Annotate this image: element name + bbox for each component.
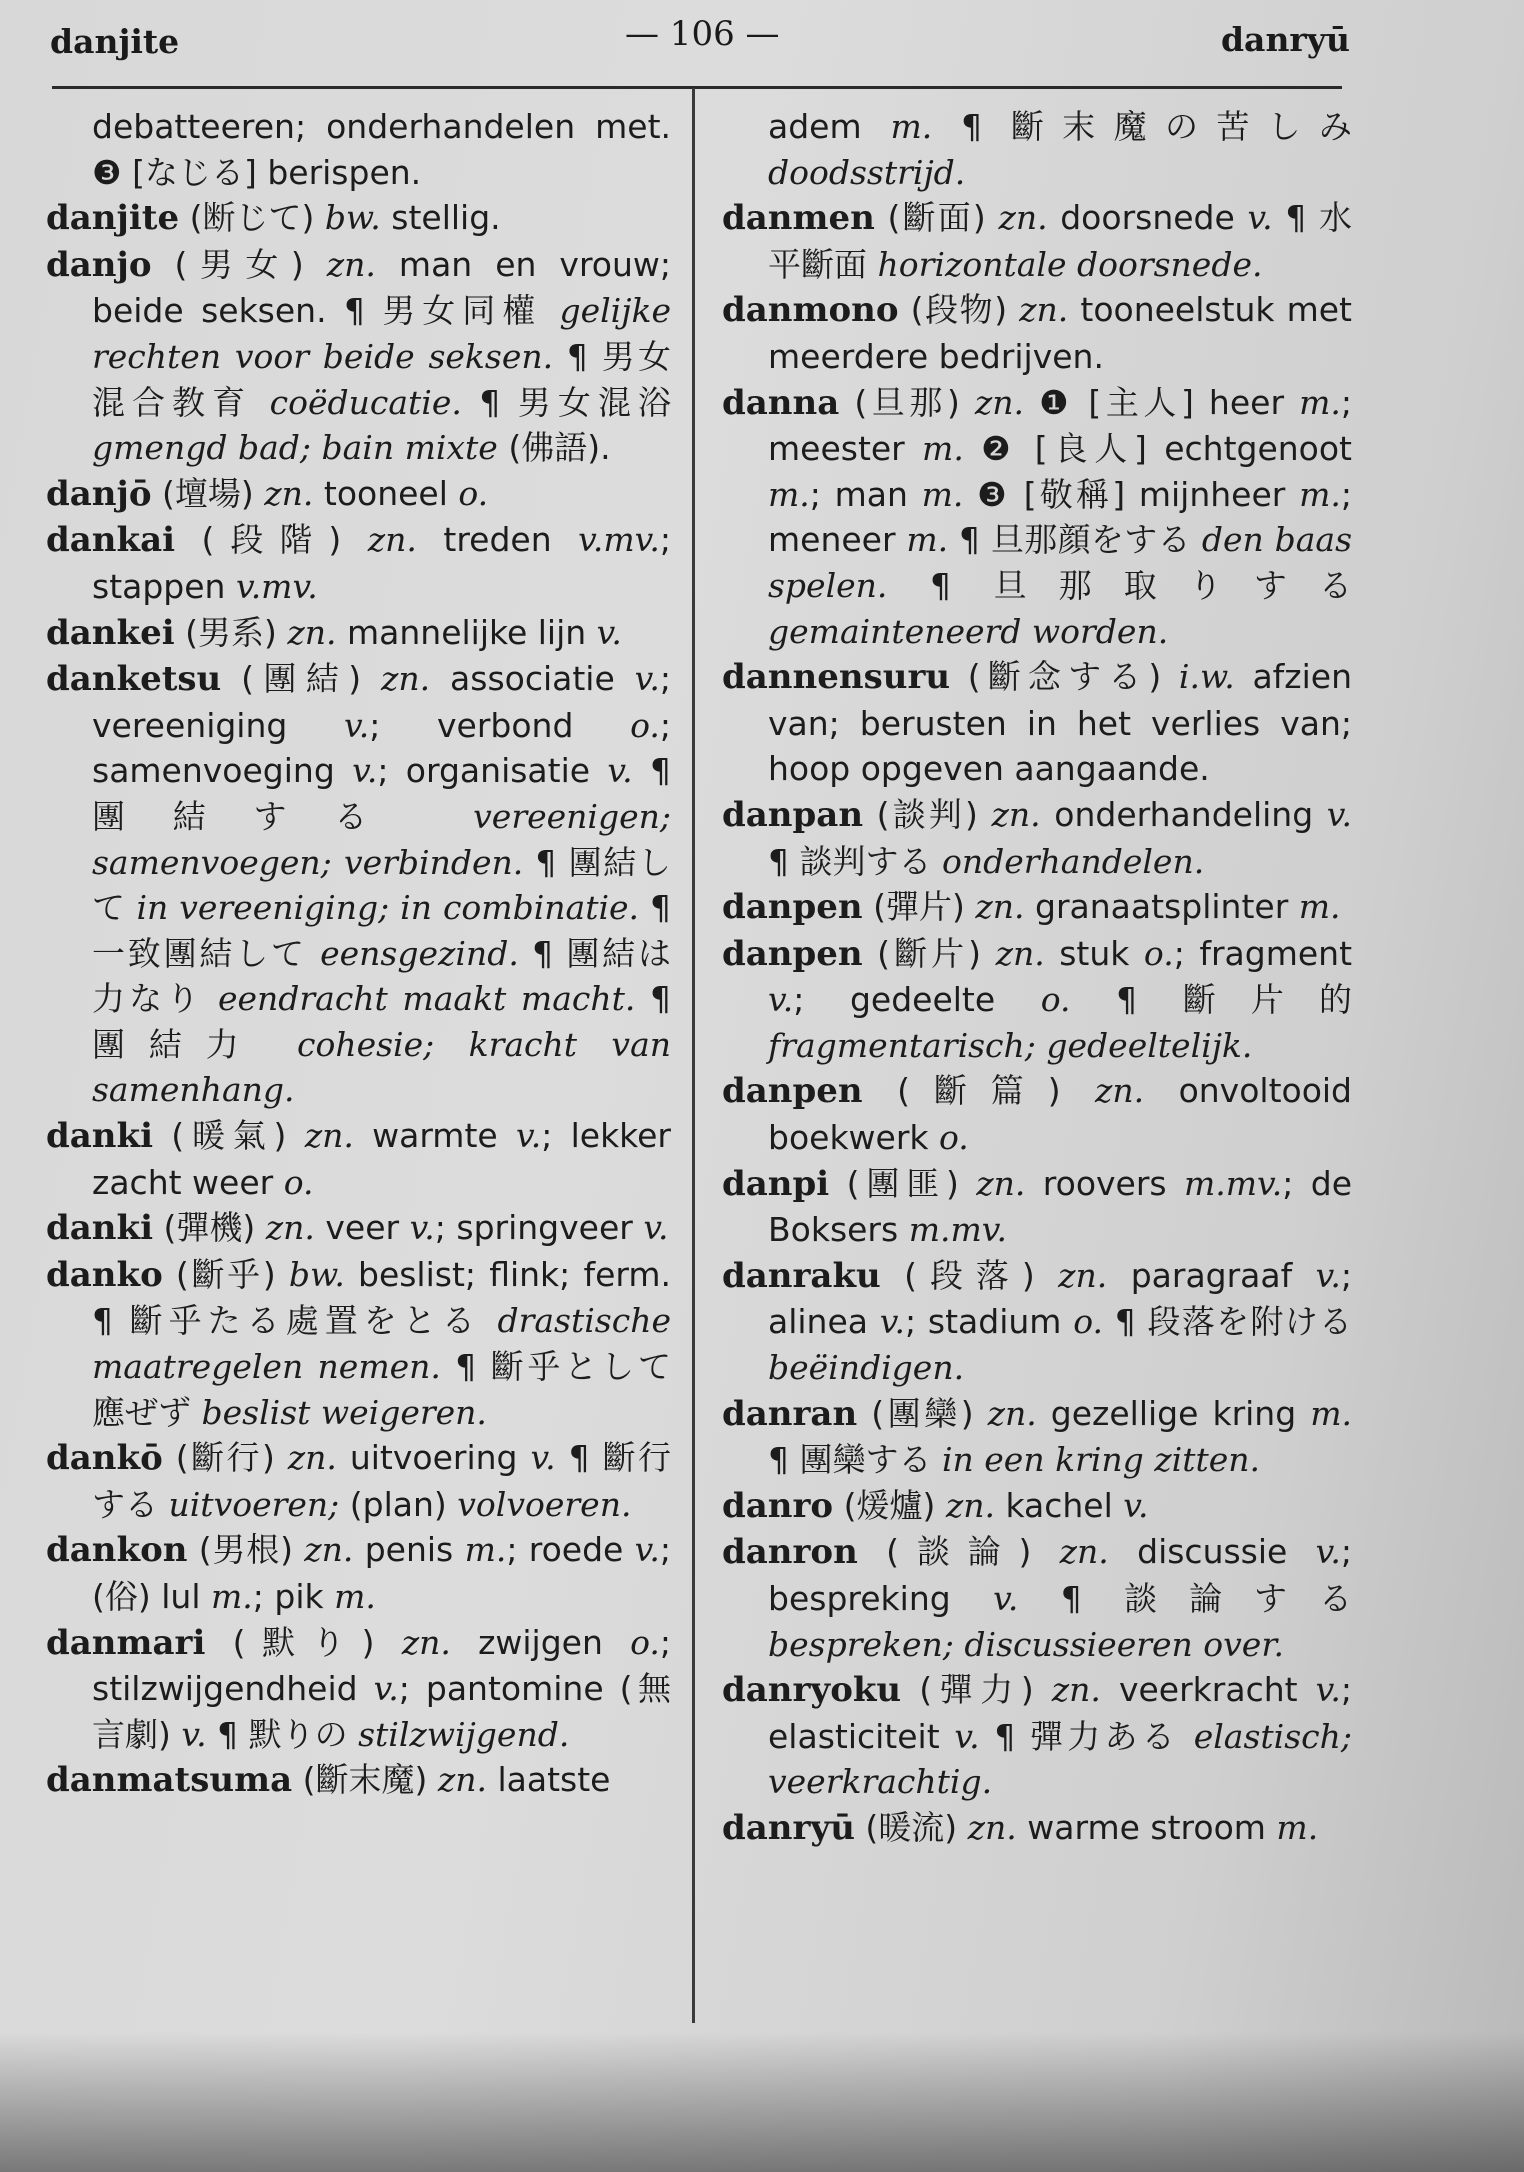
entry-italic-text: i.w. [1178, 657, 1235, 697]
entry-italic-text: v. [607, 751, 633, 791]
entry-text: (斷片) [862, 933, 996, 973]
entry-italic-text: v. [1247, 198, 1273, 238]
entry-text: ¶ 談論する [1018, 1579, 1352, 1618]
entry-italic-text: v.mv. [235, 566, 318, 606]
entry-text: beslist; flink; ferm. ¶ 斷乎たる處置をとる [92, 1254, 671, 1341]
entry-text: ¶ 一致團結して [92, 888, 671, 973]
page-number: — 106 — [625, 14, 780, 54]
entry-text: (彈力) [901, 1670, 1052, 1710]
entry-text: laatste [486, 1760, 611, 1800]
entry-italic-text: beëindigen. [768, 1348, 965, 1388]
entry-text: man en vrouw; beide seksen. ¶ 男女同權 [92, 244, 671, 331]
entry-text: ¶ 旦那顔をする [948, 520, 1202, 560]
dictionary-entry [46, 517, 671, 609]
entry-text: uitvoering [336, 1438, 531, 1478]
entry-italic-text: zn. [304, 1116, 354, 1156]
entry-text: ; springveer [434, 1208, 644, 1248]
entry-headword: dankai [46, 520, 176, 561]
entry-italic-text: v. [1315, 1670, 1341, 1710]
entry-italic-text: eendracht maakt macht. [217, 979, 636, 1019]
entry-text: ; roede [506, 1530, 635, 1570]
entry-italic-text: eensgezind. [320, 933, 519, 973]
entry-text: ; stappen [92, 520, 671, 606]
running-header [50, 8, 1350, 72]
entry-italic-text: zn. [974, 382, 1025, 422]
entry-headword: danmono [722, 290, 899, 331]
entry-text: granaatsplinter [1024, 887, 1299, 927]
entry-italic-text: in een kring zitten. [941, 1440, 1261, 1480]
entry-text: (斷乎) [162, 1254, 289, 1294]
entry-italic-text: o. [1143, 933, 1174, 973]
entry-headword: danmari [46, 1622, 206, 1663]
entry-text: ¶ 斷行する [92, 1438, 671, 1524]
header-rule [52, 86, 1342, 89]
entry-headword: danpen [722, 1071, 863, 1112]
entry-headword: danraku [722, 1255, 881, 1296]
entry-text: ; alinea [768, 1255, 1353, 1342]
dictionary-entry [722, 1253, 1352, 1391]
entry-headword: danna [722, 382, 840, 423]
entry-italic-text: zn. [1059, 1532, 1109, 1572]
dictionary-entry [46, 1205, 671, 1252]
entry-text: ¶ 斷片的 [1070, 980, 1352, 1020]
entry-text: ; fragment [1173, 933, 1353, 973]
entry-italic-text: v. [515, 1116, 542, 1156]
entry-text: ¶ 團結する [92, 751, 671, 836]
entry-text: ; lekker zacht weer [92, 1116, 671, 1202]
entry-italic-text: v. [1326, 794, 1352, 834]
entry-text: ¶ 彈力ある [979, 1716, 1194, 1756]
entry-italic-text: in vereeniging; in combinatie. [136, 888, 640, 928]
entry-text: veerkracht [1100, 1670, 1316, 1710]
entry-text: afzien van; berusten in het verlies van; hoop opgeven aangaande. [768, 657, 1352, 789]
entry-text: (團結) [221, 659, 381, 699]
entry-text: ¶ 段落を附ける [1103, 1302, 1352, 1342]
entry-text: tooneel [313, 473, 459, 513]
dictionary-entry [46, 610, 671, 657]
entry-headword: danryoku [722, 1670, 902, 1711]
entry-italic-text: horizontale doorsnede. [877, 244, 1263, 284]
entry-italic-text: zn. [1019, 290, 1069, 330]
entry-text: adem [768, 107, 891, 146]
entry-text: (暖流) [854, 1807, 968, 1847]
entry-text: (男系) [174, 612, 288, 652]
entry-text: ¶ 男女混合教育 [92, 336, 671, 422]
entry-text: ❶ [主人] heer [1024, 382, 1300, 422]
entry-italic-text: stilzwijgend. [358, 1714, 570, 1754]
entry-italic-text: v. [344, 705, 370, 745]
entry-italic-text: zn. [1051, 1670, 1101, 1710]
entry-italic-text: gmengd bad; bain mixte [92, 428, 498, 468]
entry-italic-text: v. [181, 1714, 207, 1754]
entry-italic-text: zn. [995, 933, 1045, 973]
entry-italic-text: zn. [976, 1163, 1026, 1203]
entry-italic-text: v. [768, 980, 794, 1020]
entry-italic-text: zn. [265, 1208, 315, 1248]
entry-text: ¶ 水平斷面 [768, 198, 1352, 284]
entry-text: (團欒) [857, 1393, 988, 1433]
entry-italic-text: zn. [326, 244, 376, 284]
entry-italic-text: bespreken; discussieeren over. [768, 1624, 1284, 1664]
entry-italic-text: m. [1310, 1393, 1352, 1433]
entry-headword: danjo [46, 244, 152, 285]
entry-text: warmte [353, 1116, 516, 1156]
entry-italic-text: cohesie; kracht van samenhang. [92, 1024, 671, 1110]
entry-text: (煖爐) [833, 1485, 946, 1525]
entry-text: (默り) [205, 1622, 402, 1662]
entry-text: ; bespreking [768, 1532, 1352, 1618]
entry-text: ; stadium [905, 1302, 1074, 1342]
dictionary-entry [722, 287, 1352, 379]
entry-headword: danpi [722, 1163, 830, 1204]
entry-text: roovers [1025, 1163, 1184, 1203]
entry-headword: dankon [46, 1530, 188, 1571]
entry-italic-text: vereenigen; samenvoegen; verbinden. [92, 796, 671, 882]
entry-continuation [722, 104, 1352, 195]
entry-text: (段階) [175, 520, 368, 560]
entry-italic-text: zn. [1095, 1071, 1145, 1111]
entry-headword: danki [46, 1208, 153, 1249]
entry-text: ; pantomine (無言劇) [92, 1669, 671, 1754]
entry-italic-text: m. [210, 1577, 253, 1616]
right-column [722, 104, 1352, 1852]
entry-italic-text: zn. [998, 198, 1048, 238]
entry-text: ¶ 團結力 [92, 979, 671, 1064]
entry-text: tooneelstuk met meerdere bedrijven. [768, 290, 1352, 376]
entry-italic-text: zn. [264, 473, 314, 513]
entry-text: doorsnede [1047, 198, 1248, 238]
entry-italic-text: zn. [967, 1807, 1017, 1847]
dictionary-entry [46, 1435, 671, 1527]
entry-italic-text: v. [634, 1530, 660, 1570]
entry-headword: danryū [722, 1807, 855, 1848]
entry-text: onderhandeling [1040, 794, 1327, 834]
dictionary-entry [722, 1805, 1352, 1852]
entry-italic-text: coëducatie. [269, 382, 462, 422]
entry-italic-text: zn. [991, 794, 1041, 834]
entry-text: (壇場) [151, 473, 265, 513]
dictionary-entry [46, 195, 671, 242]
entry-text: (斷篇) [862, 1071, 1096, 1111]
entry-text: ; vereeniging [92, 659, 671, 745]
entry-italic-text: m.mv. [908, 1210, 1007, 1250]
dictionary-entry [722, 1667, 1352, 1805]
entry-headword: danmatsuma [46, 1760, 293, 1801]
entry-italic-text: fragmentarisch; gedeeltelijk. [768, 1025, 1253, 1065]
entry-italic-text: v. [409, 1208, 435, 1248]
entry-headword: danjite [46, 198, 180, 239]
entry-text: ¶ 談判する [768, 841, 942, 881]
entry-text: ; man [809, 474, 922, 514]
entry-text: ; gedeelte [793, 980, 1041, 1020]
entry-italic-text: bw. [324, 198, 381, 238]
entry-italic-text: o. [630, 705, 660, 745]
entry-headword: danran [722, 1393, 858, 1434]
entry-italic-text: m. [1298, 887, 1341, 927]
entry-italic-text: zn. [987, 1393, 1037, 1433]
entry-italic-text: gelijke rechten voor beide seksen. [92, 291, 671, 376]
entry-italic-text: v. [1315, 1255, 1341, 1295]
entry-italic-text: m. [906, 520, 949, 560]
dictionary-entry [722, 884, 1352, 931]
dictionary-entry [722, 1391, 1352, 1483]
left-column [46, 104, 671, 1804]
entry-text: (團匪) [829, 1163, 977, 1203]
entry-headword: danro [722, 1485, 834, 1526]
entry-italic-text: v. [1315, 1532, 1341, 1572]
entry-text: ; pik [252, 1577, 335, 1616]
entry-headword: danjō [46, 473, 152, 514]
entry-text: paragraaf [1107, 1255, 1316, 1295]
entry-headword: danmen [722, 198, 875, 239]
dictionary-entry [722, 1068, 1352, 1160]
entry-text: ; stilzwijgendheid [92, 1622, 672, 1709]
entry-italic-text: o. [630, 1622, 660, 1662]
entry-text: ¶ 旦那取りする [887, 565, 1352, 605]
entry-headword: dankō [46, 1438, 163, 1479]
entry-text: (旦那) [839, 382, 975, 422]
entry-italic-text: v.mv. [578, 520, 660, 560]
entry-italic-text: m. [768, 474, 810, 514]
entry-text: ¶ 團結して [92, 842, 671, 928]
entry-italic-text: v. [643, 1208, 669, 1248]
entry-italic-text: o. [1073, 1302, 1103, 1342]
entry-italic-text: m. [921, 474, 964, 514]
dictionary-entry [46, 656, 671, 1113]
entry-italic-text: bw. [288, 1254, 345, 1294]
entry-italic-text: m. [1276, 1807, 1319, 1847]
entry-continuation [46, 104, 671, 195]
entry-text: debatteeren; onderhandelen met. ❸ [なじる] berispen. [92, 107, 671, 192]
entry-text: gezellige kring [1036, 1393, 1311, 1433]
entry-text: kachel [995, 1485, 1124, 1525]
dictionary-entry [722, 380, 1352, 655]
entry-text: mannelijke lijn [336, 612, 597, 652]
dictionary-entry [46, 1252, 671, 1435]
entry-italic-text: elastisch; veerkrachtig. [768, 1716, 1352, 1802]
entry-italic-text: v. [954, 1716, 980, 1756]
entry-italic-text: o. [1040, 980, 1071, 1020]
dictionary-entry [722, 1483, 1352, 1530]
column-divider [692, 88, 695, 2023]
entry-text: (佛語). [497, 428, 611, 468]
entry-italic-text: zn. [401, 1622, 451, 1662]
entry-text: ¶ 團結は力なり [92, 933, 671, 1019]
entry-italic-text: o. [283, 1162, 314, 1202]
dictionary-entry [722, 195, 1352, 287]
entry-text: ; elasticiteit [768, 1670, 1352, 1756]
entry-italic-text: v. [530, 1438, 556, 1478]
entry-italic-text: v. [879, 1302, 905, 1342]
entry-text: (斷念する) [950, 657, 1179, 697]
entry-headword: danketsu [46, 659, 222, 700]
left-running-headword: danjite [50, 22, 180, 61]
entry-text: onvoltooid boekwerk [768, 1071, 1352, 1158]
dictionary-entry [46, 1757, 671, 1804]
entry-italic-text: onderhandelen. [941, 841, 1205, 881]
entry-italic-text: v. [352, 751, 378, 791]
dictionary-entry [46, 1527, 671, 1619]
entry-italic-text: drastische maatregelen nemen. [92, 1301, 671, 1387]
entry-italic-text: m. [1299, 474, 1341, 514]
dictionary-entry [46, 242, 671, 471]
entry-headword: dankei [46, 612, 175, 653]
dictionary-entry [46, 1113, 671, 1205]
entry-italic-text: m. [1299, 382, 1341, 422]
entry-italic-text: volvoeren. [457, 1484, 632, 1524]
entry-italic-text: zn. [287, 612, 337, 652]
entry-text: ¶ 默りの [206, 1714, 359, 1754]
entry-italic-text: m.mv. [1183, 1163, 1283, 1203]
dictionary-entry [722, 1161, 1352, 1253]
entry-text: (plan) [339, 1484, 458, 1524]
entry-text: ❸ [敬稱] mijnheer [963, 474, 1300, 514]
entry-text: ; meester [768, 382, 1352, 469]
entry-text: (段物) [898, 290, 1020, 330]
entry-headword: danpen [722, 887, 863, 928]
entry-text: warme stroom [1016, 1807, 1277, 1847]
dictionary-entry [722, 792, 1352, 884]
entry-text: ❷ [良人] echtgenoot [963, 429, 1352, 469]
entry-italic-text: uitvoeren; [168, 1484, 340, 1524]
entry-text: ; samenvoeging [92, 705, 671, 791]
dictionary-entry [722, 931, 1352, 1069]
entry-italic-text: m. [464, 1530, 507, 1570]
right-running-headword: danryū [1220, 20, 1350, 59]
entry-italic-text: m. [334, 1577, 376, 1616]
entry-italic-text: o. [458, 473, 489, 513]
entry-italic-text: v. [596, 612, 622, 652]
entry-text: ; meneer [768, 474, 1352, 560]
entry-text: veer [314, 1208, 410, 1248]
entry-text: ¶ 斷末魔の苦しみ [932, 107, 1353, 146]
dictionary-entry [722, 654, 1352, 792]
entry-text: discussie [1108, 1532, 1316, 1572]
entry-text: (暖氣) [153, 1116, 305, 1156]
entry-italic-text: gemainteneerd worden. [768, 611, 1169, 651]
entry-text: ¶ 斷乎として應ぜず [92, 1347, 671, 1432]
entry-text: treden [416, 520, 579, 560]
entry-text: penis [353, 1530, 465, 1570]
entry-italic-text: zn. [945, 1485, 995, 1525]
entry-text: zwijgen [450, 1622, 631, 1662]
entry-italic-text: m. [890, 107, 933, 146]
entry-text: (談論) [857, 1532, 1060, 1572]
entry-italic-text: o. [939, 1118, 969, 1158]
entry-text: ; de Boksers [768, 1163, 1353, 1250]
entry-italic-text: zn. [367, 520, 417, 560]
entry-text: ; (俗) lul [92, 1530, 672, 1616]
entry-text: stuk [1044, 933, 1144, 973]
entry-text: (談判) [863, 794, 992, 834]
entry-italic-text: zn. [287, 1438, 337, 1478]
entry-text: (斷行) [162, 1438, 288, 1478]
entry-headword: danpan [722, 794, 864, 835]
entry-text: ; verbond [369, 705, 631, 745]
entry-text: stellig. [380, 198, 501, 238]
entry-text: (彈片) [862, 887, 976, 927]
entry-text: ¶ 男女混浴 [461, 382, 671, 422]
entry-italic-text: den baas spelen. [768, 520, 1353, 605]
entry-text: (段落) [880, 1255, 1059, 1295]
entry-text: ; organisatie [377, 751, 608, 791]
entry-italic-text: zn. [1058, 1255, 1108, 1295]
entry-italic-text: zn. [975, 887, 1025, 927]
entry-headword: danko [46, 1254, 163, 1295]
entry-text: (彈機) [153, 1208, 266, 1248]
page-bottom-shadow [0, 2032, 1524, 2172]
entry-italic-text: zn. [381, 659, 431, 699]
entry-italic-text: m. [922, 429, 964, 469]
entry-text: (斷末魔) [292, 1760, 438, 1800]
entry-italic-text: beslist weigeren. [201, 1392, 487, 1432]
entry-italic-text: doodsstrijd. [768, 152, 966, 192]
entry-headword: danki [46, 1116, 153, 1157]
dictionary-entry [46, 1620, 671, 1758]
entry-italic-text: v. [1123, 1485, 1149, 1525]
entry-italic-text: v. [373, 1669, 399, 1709]
dictionary-entry [46, 471, 671, 518]
entry-headword: danpen [722, 933, 863, 974]
entry-italic-text: v. [634, 659, 660, 699]
entry-headword: dannensuru [722, 657, 951, 698]
entry-italic-text: zn. [437, 1760, 487, 1800]
entry-text: (断じて) [179, 198, 325, 238]
entry-italic-text: v. [993, 1579, 1019, 1618]
dictionary-entry [722, 1529, 1352, 1667]
entry-text: (男女) [151, 244, 327, 284]
entry-text: (男根) [187, 1530, 305, 1570]
entry-text: ¶ 團欒する [768, 1440, 942, 1480]
entry-italic-text: zn. [304, 1530, 354, 1570]
entry-text: associatie [430, 659, 635, 699]
entry-headword: danron [722, 1532, 858, 1573]
entry-text: (斷面) [874, 198, 999, 238]
